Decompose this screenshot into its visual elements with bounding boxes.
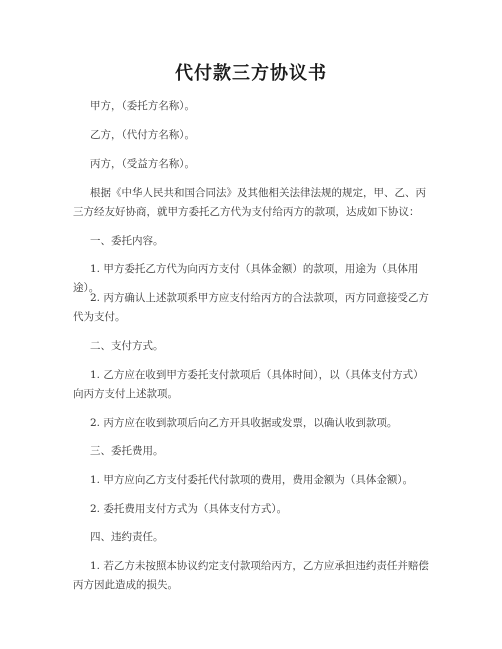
- section-heading-fees: 三、委托费用。: [90, 445, 164, 457]
- clause-1-1: 1. 甲方委托乙方代为向丙方支付（具体金额）的款项，用途为（具体用途）。: [73, 263, 419, 294]
- clause-2-1: 1. 乙方应在收到甲方委托支付款项后（具体时间），以（具体支付方式）向丙方支付上述款项。: [73, 369, 424, 400]
- document-title: 代付款三方协议书: [175, 63, 327, 84]
- clause-4-1: 1. 若乙方未按照本协议约定支付款项给丙方，乙方应承担违约责任并赔偿丙方因此造成的损失。: [73, 560, 429, 591]
- clause-3-1: 1. 甲方应向乙方支付委托代付款项的费用，费用金额为（具体金额）。: [90, 474, 414, 486]
- section-heading-entrustment: 一、委托内容。: [90, 235, 164, 247]
- preamble-paragraph: 根据《中华人民共和国合同法》及其他相关法律法规的规定，甲、乙、丙三方经友好协商，就甲方委托乙方代为支付给丙方的款项，达成如下协议：: [73, 187, 426, 218]
- party-c-line: 丙方，（受益方名称）。: [90, 158, 195, 170]
- clause-3-2: 2. 委托费用支付方式为（具体支付方式）。: [90, 503, 288, 515]
- section-heading-liability: 四、违约责任。: [90, 531, 164, 543]
- clause-1-2: 2. 丙方确认上述款项系甲方应支付给丙方的合法款项，丙方同意接受乙方代为支付。: [73, 292, 429, 323]
- section-heading-payment-method: 二、支付方式。: [90, 340, 164, 352]
- party-b-line: 乙方，（代付方名称）。: [90, 129, 195, 141]
- clause-2-2: 2. 丙方应在收到款项后向乙方开具收据或发票，以确认收到款项。: [90, 417, 398, 429]
- party-a-line: 甲方，（委托方名称）。: [90, 100, 195, 112]
